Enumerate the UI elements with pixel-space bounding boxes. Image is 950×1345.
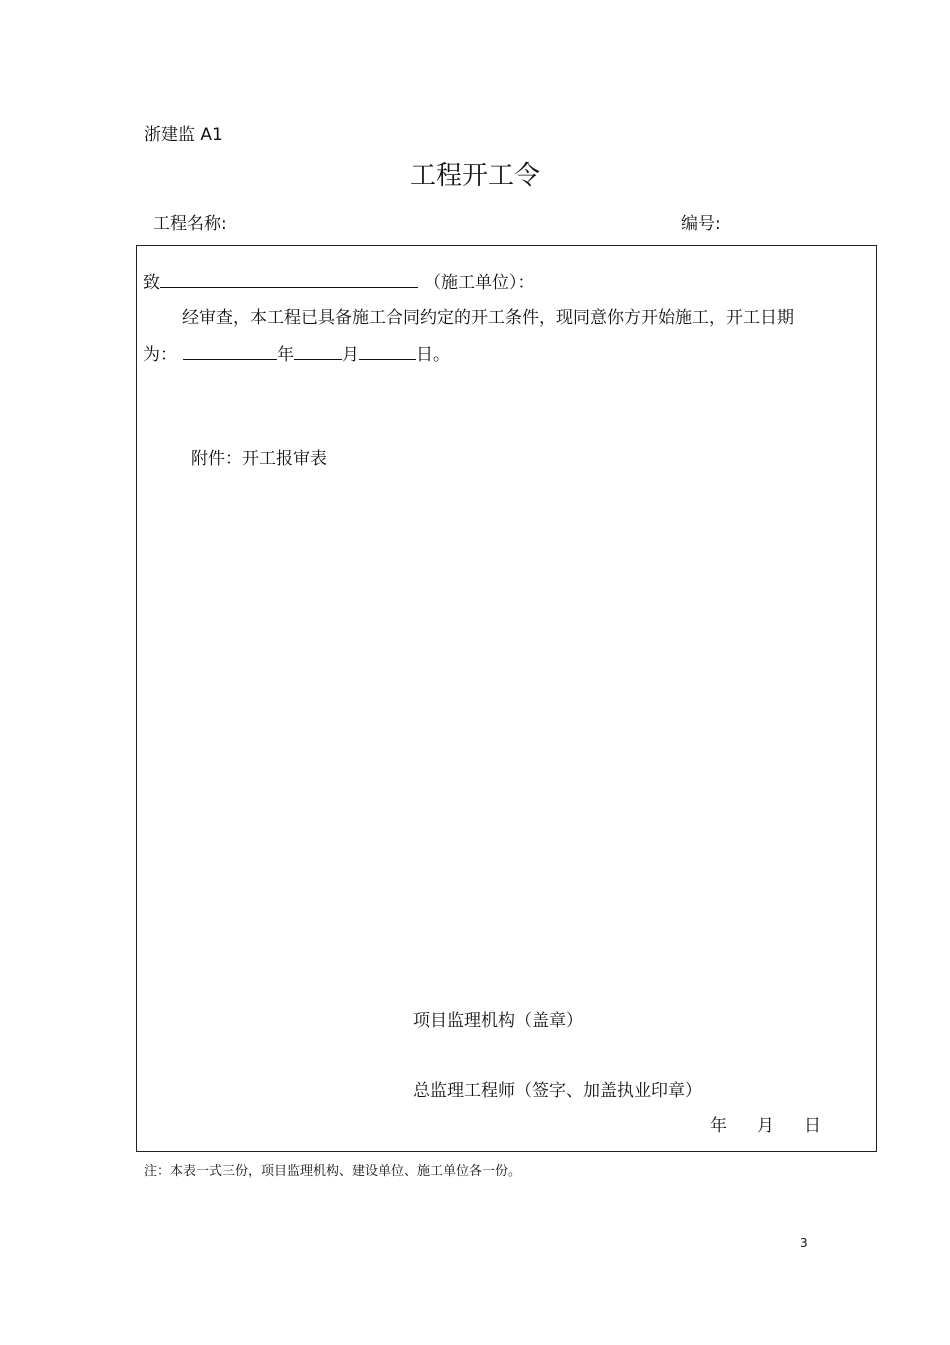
attachment-text: 附件：开工报审表 — [191, 449, 327, 469]
page-number: 3 — [800, 1236, 808, 1250]
project-name-label: 工程名称: — [153, 214, 227, 234]
addressee-line — [143, 268, 535, 293]
sign-day: 日 — [804, 1116, 821, 1136]
date-prefix: 为： — [143, 345, 177, 365]
month-label: 月 — [342, 345, 359, 365]
to-prefix: 致 — [143, 273, 160, 293]
sign-year: 年 — [710, 1116, 727, 1136]
document-title: 工程开工令 — [409, 161, 540, 191]
year-label: 年 — [277, 345, 294, 365]
number-label: 编号: — [681, 214, 721, 234]
year-blank[interactable] — [183, 341, 277, 360]
approval-paragraph: 经审查，本工程已具备施工合同约定的开工条件，现同意你方开始施工，开工日期 — [182, 308, 794, 328]
month-blank[interactable] — [294, 341, 342, 360]
chief-engineer-signature: 总监理工程师（签字、加盖执业印章） — [413, 1081, 702, 1101]
day-blank[interactable] — [359, 341, 416, 360]
signature-date — [710, 1111, 821, 1136]
footer-note: 注：本表一式三份，项目监理机构、建设单位、施工单位各一份。 — [144, 1164, 522, 1179]
start-date-line — [143, 340, 450, 365]
sign-month: 月 — [757, 1116, 774, 1136]
day-label: 日。 — [416, 345, 450, 365]
contractor-blank[interactable] — [160, 269, 418, 288]
to-suffix: （施工单位）： — [424, 273, 535, 293]
supervision-org-seal: 项目监理机构（盖章） — [413, 1011, 583, 1031]
form-code: 浙建监 A1 — [144, 125, 223, 145]
